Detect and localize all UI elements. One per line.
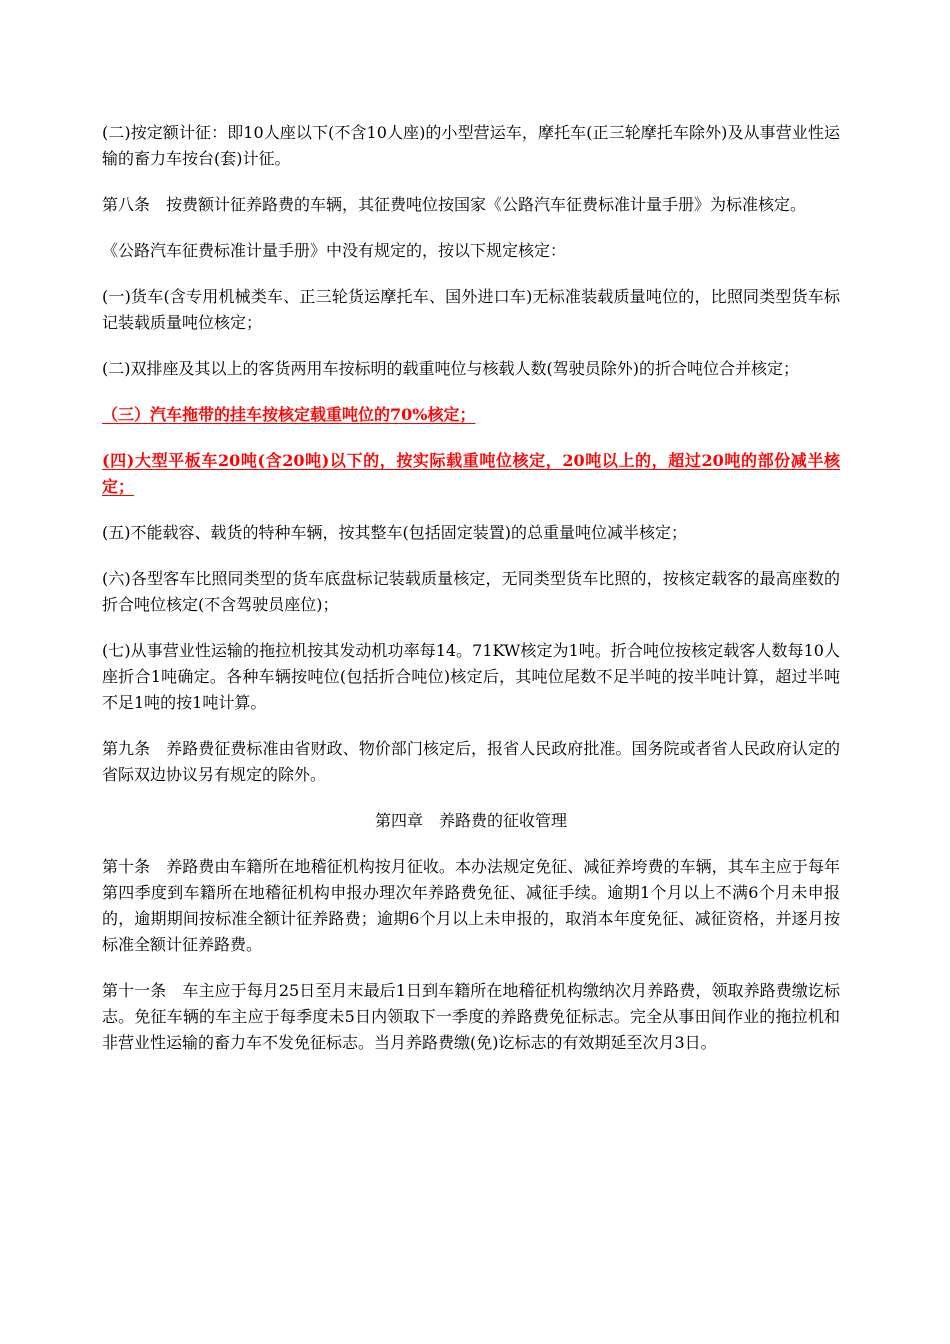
clause-3-trailers-highlighted: （三）汽车拖带的挂车按核定载重吨位的70%核定； xyxy=(102,405,476,424)
clause-5-special-vehicles: (五)不能载容、载货的特种车辆，按其整车(包括固定装置)的总重量吨位减半核定； xyxy=(102,523,687,542)
clause-6-buses: (六)各型客车比照同类型的货车底盘标记装载质量核定，无同类型货车比照的，按核定载客的最高座数的折合吨位核定(不含驾驶员座位)； xyxy=(102,569,840,614)
chapter-4-heading: 第四章 养路费的征收管理 xyxy=(374,811,567,830)
clause-1-trucks: (一)货车(含专用机械类车、正三轮货运摩托车、国外进口车)无标准装载质量吨位的，比照同类型货车标记装载质量吨位核定； xyxy=(102,287,840,332)
article-11: 第十一条 车主应于每月25日至月末最后1日到车籍所在地稽征机构缴纳次月养路费，领取养路费缴讫标志。免征车辆的车主应于每季度未5日内领取下一季度的养路费免征标志。完全从事田间作业的拖拉机和非营业性运输的畜力车不发免征标志。当月养路费缴(免)讫标志的有效期延至次月3日。 xyxy=(102,981,840,1052)
clause-4-flatbed-highlighted: (四)大型平板车20吨(含20吨)以下的，按实际载重吨位核定，20吨以上的，超过20吨的部份减半核定； xyxy=(102,451,840,496)
clause-7-tractors: (七)从事营业性运输的拖拉机按其发动机功率每14。71KW核定为1吨。折合吨位按核定载客人数每10人座折合1吨确定。各种车辆按吨位(包括折合吨位)核定后，其吨位尾数不足半吨的按半吨计算，超过半吨不足1吨的按1吨计算。 xyxy=(102,641,840,712)
document-page xyxy=(102,120,840,1076)
paragraph-manual-not-specified: 《公路汽车征费标准计量手册》中没有规定的，按以下规定核定： xyxy=(102,241,567,260)
clause-2-dual-purpose: (二)双排座及其以上的客货两用车按标明的载重吨位与核载人数(驾驶员除外)的折合吨位合并核定； xyxy=(102,359,799,378)
article-9: 第九条 养路费征费标准由省财政、物价部门核定后，报省人民政府批准。国务院或者省人民政府认定的省际双边协议另有规定的除外。 xyxy=(102,739,840,784)
article-10: 第十条 养路费由车籍所在地稽征机构按月征收。本办法规定免征、减征养垮费的车辆，其车主应于每年第四季度到车籍所在地稽征机构申报办理次年养路费免征、减征手续。逾期1个月以上不满6个月未申报的，逾期期间按标准全额计征养路费；逾期6个月以上未申报的，取消本年度免征、减征资格，并逐月按标准全额计征养路费。 xyxy=(102,857,840,954)
paragraph-quota-levy: (二)按定额计征：即10人座以下(不含10人座)的小型营运车，摩托车(正三轮摩托车除外)及从事营业性运输的畜力车按台(套)计征。 xyxy=(102,123,840,168)
article-8: 第八条 按费额计征养路费的车辆，其征费吨位按国家《公路汽车征费标准计量手册》为标准核定。 xyxy=(102,195,807,214)
